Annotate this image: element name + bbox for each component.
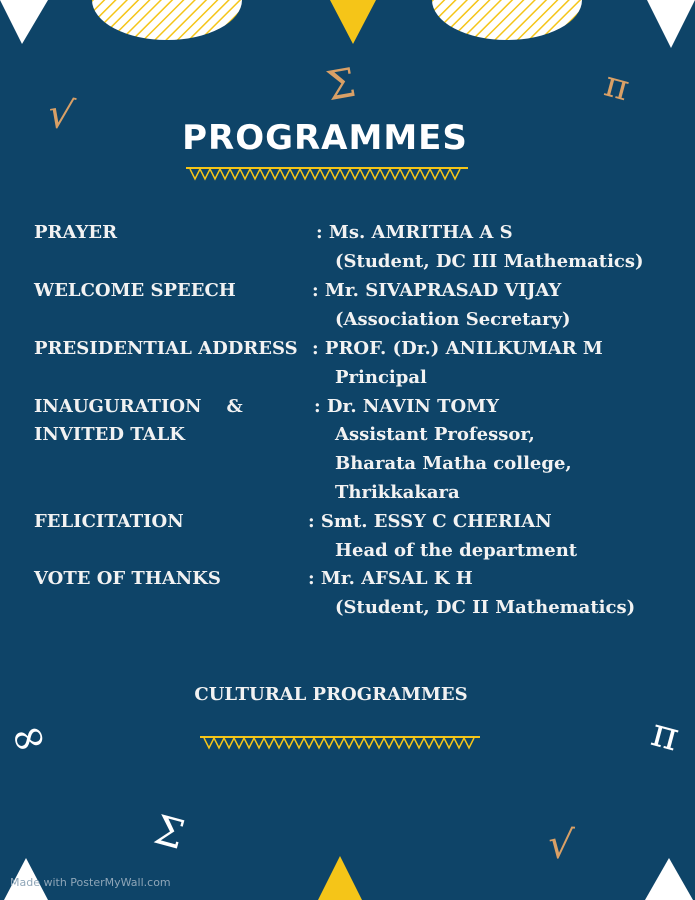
vote-of-thanks-name: : Mr. AFSAL K H bbox=[308, 568, 473, 589]
welcome-speech-label: WELCOME SPEECH bbox=[34, 280, 236, 301]
bottom-center-triangle bbox=[318, 856, 362, 900]
inauguration-name: : Dr. NAVIN TOMY bbox=[314, 396, 499, 417]
top-right-half-circle bbox=[432, 0, 582, 42]
vote-of-thanks-detail: (Student, DC II Mathematics) bbox=[335, 597, 636, 618]
vote-of-thanks-label: VOTE OF THANKS bbox=[34, 568, 221, 589]
inauguration-detail-1: Assistant Professor, bbox=[335, 424, 535, 445]
watermark: Made with PosterMyWall.com bbox=[10, 876, 171, 889]
sqrt-symbol-top-left: √ bbox=[44, 90, 78, 140]
felicitation-label: FELICITATION bbox=[34, 511, 184, 532]
sigma-symbol-top: Σ bbox=[323, 59, 360, 111]
sigma-symbol-bottom: Σ bbox=[149, 807, 189, 859]
prayer-name: : Ms. AMRITHA A S bbox=[316, 222, 513, 243]
prayer-detail: (Student, DC III Mathematics) bbox=[335, 251, 644, 272]
presidential-address-label: PRESIDENTIAL ADDRESS bbox=[34, 338, 298, 359]
title-zigzag-divider bbox=[186, 166, 468, 182]
sqrt-symbol-bottom-right: √ bbox=[546, 820, 576, 870]
inauguration-label: INAUGURATION & bbox=[34, 396, 243, 417]
felicitation-name: : Smt. ESSY C CHERIAN bbox=[308, 511, 552, 532]
welcome-speech-name: : Mr. SIVAPRASAD VIJAY bbox=[312, 280, 562, 301]
infinity-symbol: ∞ bbox=[4, 708, 53, 767]
cultural-zigzag-divider bbox=[200, 735, 480, 751]
cultural-programmes-heading: CULTURAL PROGRAMMES bbox=[194, 684, 468, 705]
presidential-address-name: : PROF. (Dr.) ANILKUMAR M bbox=[312, 338, 603, 359]
inauguration-detail-2: Bharata Matha college, bbox=[335, 453, 572, 474]
felicitation-detail: Head of the department bbox=[335, 540, 578, 561]
top-right-triangle bbox=[645, 0, 695, 50]
top-left-triangle bbox=[0, 0, 50, 45]
invited-talk-label: INVITED TALK bbox=[34, 424, 185, 445]
welcome-speech-detail: (Association Secretary) bbox=[335, 309, 571, 330]
bottom-right-triangle bbox=[645, 858, 693, 900]
inauguration-detail-3: Thrikkakara bbox=[335, 482, 460, 503]
pi-symbol-right: π bbox=[646, 709, 684, 761]
pi-symbol-top-right: π bbox=[600, 63, 634, 110]
top-center-triangle bbox=[330, 0, 378, 45]
prayer-label: PRAYER bbox=[34, 222, 118, 243]
page-title: PROGRAMMES bbox=[182, 118, 468, 158]
top-left-half-circle bbox=[92, 0, 242, 42]
presidential-address-detail: Principal bbox=[335, 367, 427, 388]
